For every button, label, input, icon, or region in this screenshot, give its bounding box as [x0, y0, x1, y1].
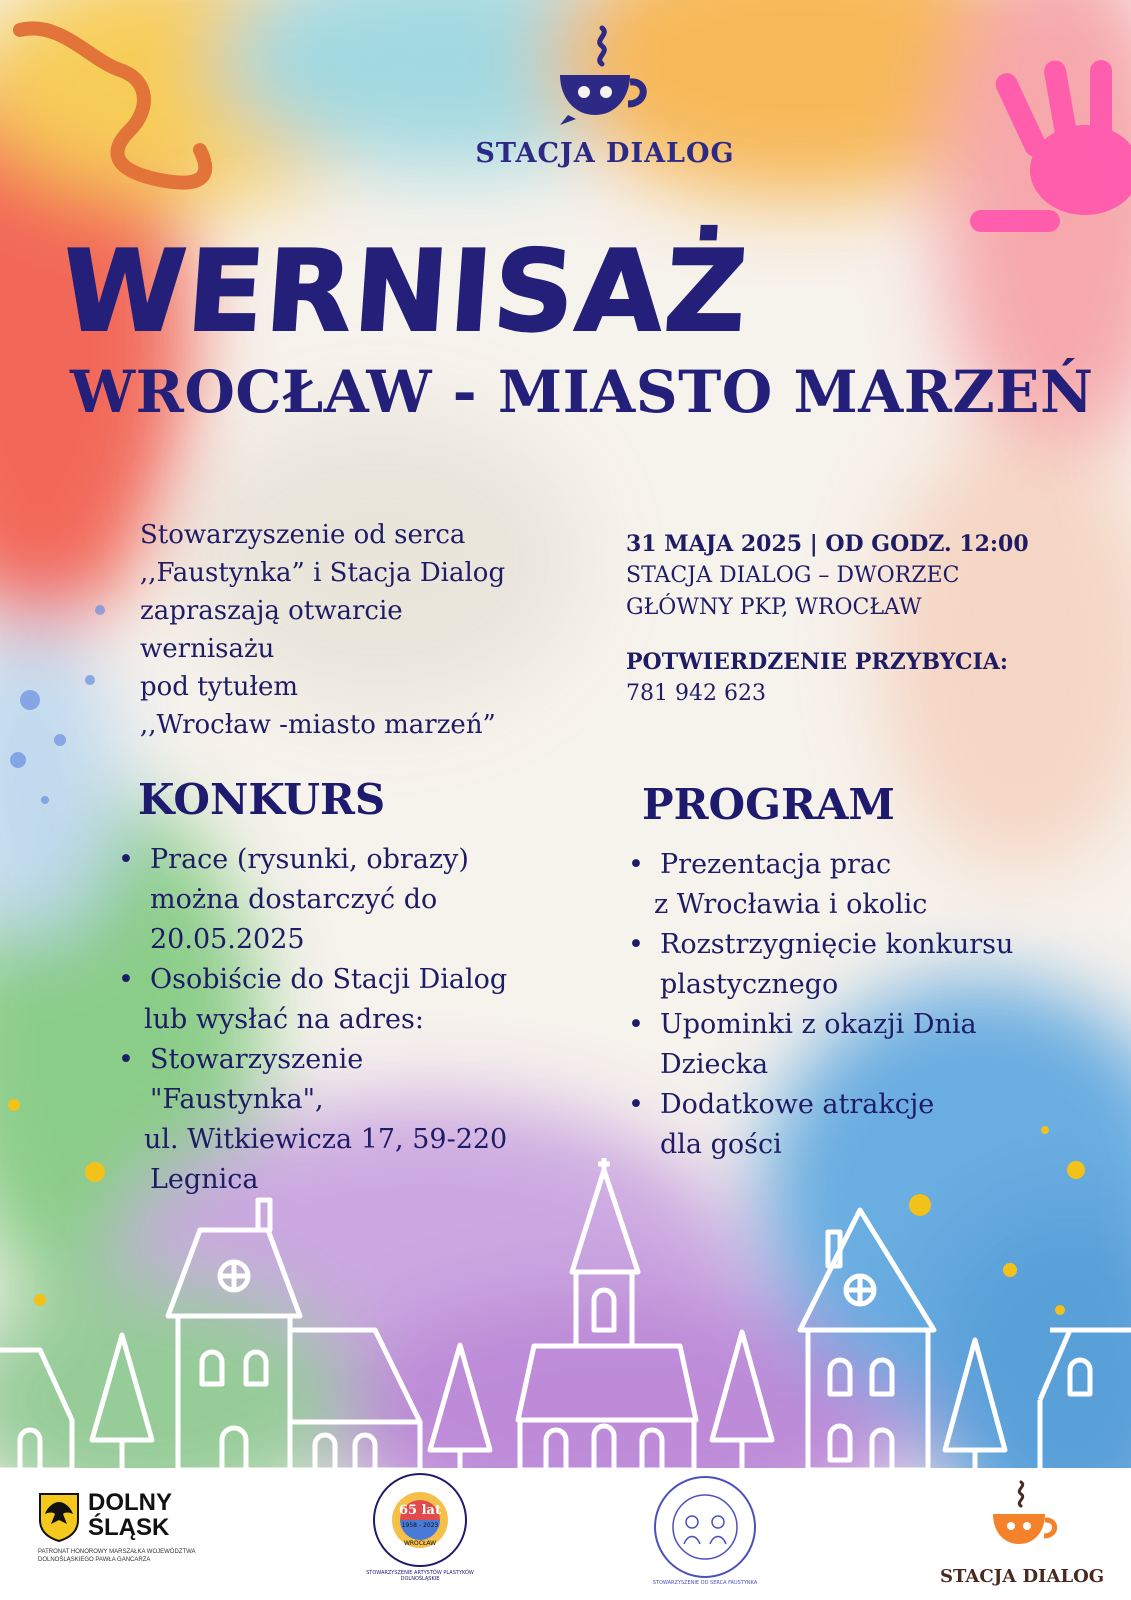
list-item: [118, 1040, 588, 1200]
dolny-slask-eagle-icon: [38, 1492, 80, 1542]
list-item-line: dla gości: [660, 1129, 782, 1160]
list-item-line: • Prace (rysunki, obrazy): [150, 844, 469, 875]
list-item: [628, 1005, 1108, 1085]
list-item-line: • Stowarzyszenie: [150, 1044, 364, 1075]
seal-ring-text: STOWARZYSZENIE ARTYSTÓW PLASTYKÓW DOLNOŚLĄSKIE: [366, 1570, 474, 1582]
event-details: [626, 528, 1106, 710]
stacja-dialog-bottom-text: STACJA DIALOG: [940, 1566, 1105, 1587]
brand-name: STACJA DIALOG: [475, 138, 735, 169]
intro-line: wernisażu: [140, 634, 275, 664]
list-item-line: • Dodatkowe atrakcje: [660, 1089, 935, 1120]
list-item-line: "Faustynka",: [150, 1084, 324, 1115]
faustynka-seal: [652, 1474, 758, 1580]
seal-span: 1958 - 2023: [401, 1522, 439, 1529]
intro-line: ,,Faustynka” i Stacja Dialog: [140, 558, 506, 588]
konkurs-heading: KONKURS: [138, 775, 386, 824]
list-item-line: można dostarczyć do: [150, 884, 438, 915]
rsvp-label: POTWIERDZENIE PRZYBYCIA:: [626, 649, 1008, 675]
program-list: [628, 845, 1108, 1165]
intro-line: Stowarzyszenie od serca: [140, 520, 466, 550]
dolny-slask-line1: DOLNY: [88, 1489, 172, 1516]
list-item-line: plastycznego: [660, 969, 839, 1000]
stowarzyszenie-artystow-seal: [370, 1470, 470, 1570]
program-heading: PROGRAM: [642, 780, 895, 829]
intro-line: ,,Wrocław -miasto marzeń”: [140, 710, 496, 740]
list-item: [118, 960, 588, 1040]
list-item-line: • Prezentacja prac: [660, 849, 892, 880]
list-item-line: Legnica: [150, 1164, 259, 1195]
list-item: [628, 1085, 1108, 1165]
list-item-line: • Osobiście do Stacji Dialog: [150, 964, 508, 995]
list-item-line: lub wysłać na adres:: [144, 1004, 424, 1035]
list-item-line: • Upominki z okazji Dnia: [660, 1009, 977, 1040]
dolny-slask-logo-text: [88, 1490, 172, 1540]
konkurs-list: [118, 840, 588, 1200]
list-item-line: z Wrocławia i okolic: [654, 889, 928, 920]
list-item: [118, 840, 588, 960]
list-item: [628, 925, 1108, 1005]
intro-line: zapraszają otwarcie: [140, 596, 403, 626]
page-subtitle: WROCŁAW - MIASTO MARZEŃ: [70, 358, 1094, 426]
seal-years: 65 lat: [399, 1503, 441, 1518]
coffee-cup-icon: [550, 20, 660, 130]
list-item-line: Dziecka: [660, 1049, 769, 1080]
list-item: [628, 845, 1108, 925]
patronat-text: PATRONAT HONOROWY MARSZAŁKA WOJEWÓDZTWA DOLNOŚLĄSKIEGO PAWŁA GANCARZA: [38, 1549, 196, 1563]
rsvp-phone: 781 942 623: [626, 681, 766, 706]
invitation-text: [140, 516, 580, 744]
seal-city: WROCŁAW: [403, 1540, 437, 1547]
list-item-line: 20.05.2025: [150, 924, 305, 955]
intro-line: pod tytułem: [140, 672, 299, 702]
list-item-line: • Rozstrzygnięcie konkursu: [660, 929, 1014, 960]
faustynka-seal-text: STOWARZYSZENIE OD SERCA FAUSTYNKA: [652, 1580, 758, 1586]
event-place-line2: GŁÓWNY PKP, WROCŁAW: [626, 595, 922, 620]
page-title: WERNISAŻ: [57, 227, 753, 357]
stacja-dialog-logo: [470, 20, 740, 180]
dolny-slask-line2: ŚLĄSK: [88, 1514, 170, 1541]
list-item-line: ul. Witkiewicza 17, 59-220: [144, 1124, 508, 1155]
event-date-time: 31 MAJA 2025 | OD GODZ. 12:00: [626, 531, 1029, 557]
event-place-line1: STACJA DIALOG – DWORZEC: [626, 563, 960, 588]
stacja-dialog-cup-icon: [985, 1478, 1065, 1558]
